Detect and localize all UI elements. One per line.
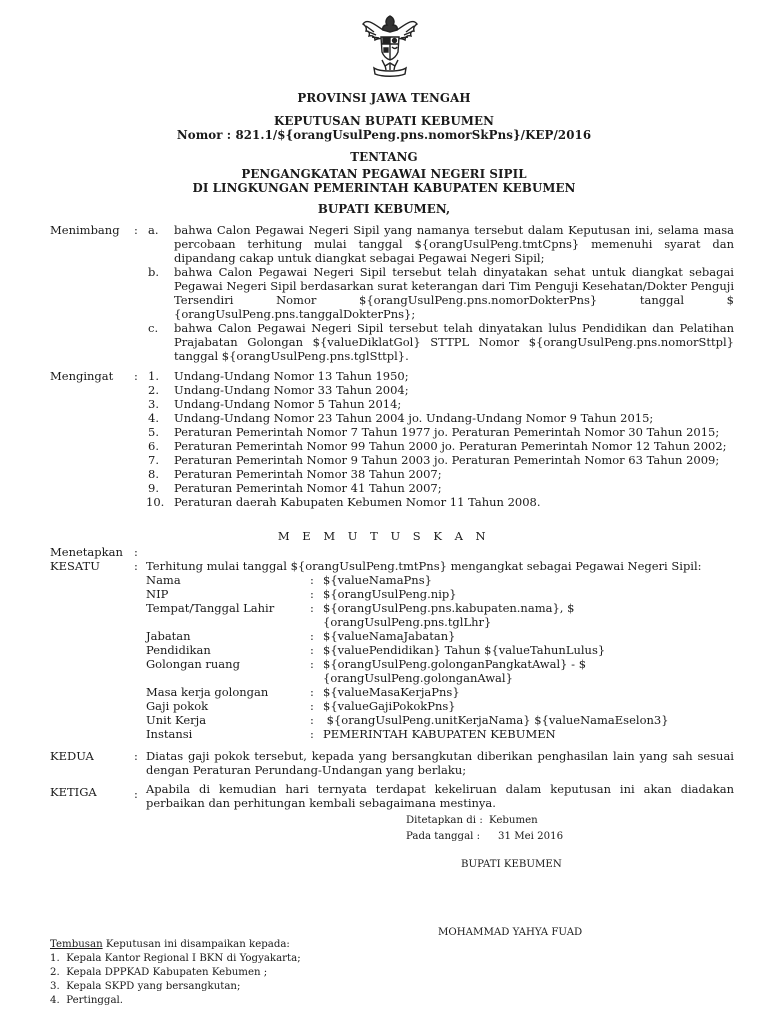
signatory-title: BUPATI KEBUMEN bbox=[461, 859, 562, 870]
decree-number: Nomor : 821.1/${orangUsulPeng.pns.nomorSkPns}/KEP/2016 bbox=[176, 128, 592, 142]
menimbang-section: Menimbang : bbox=[50, 223, 138, 237]
detail-row: Pendidikan : ${valuePendidikan} Tahun ${valueTahunLulus} bbox=[146, 643, 606, 657]
text-line: dengan Peraturan Perundang-Undangan yang berlaku; bbox=[146, 763, 467, 777]
list-item: 3. Undang-Undang Nomor 5 Tahun 2014; bbox=[148, 397, 402, 411]
kesatu-label: KESATU bbox=[50, 559, 100, 573]
place-label: Ditetapkan di : bbox=[406, 815, 483, 826]
text-line: perbaikan dan perhitungan kembali sebagaimana mestinya. bbox=[146, 796, 496, 810]
signatory-name: MOHAMMAD YAHYA FUAD bbox=[438, 927, 583, 938]
item-marker: a. bbox=[148, 223, 159, 237]
kesatu-section: KESATU : Terhitung mulai tanggal ${orangUsulPeng.tmtPns} mengangkat sebagai Pegawai Negeri Sipil: bbox=[50, 559, 702, 573]
menetapkan-label: Menetapkan bbox=[50, 545, 123, 559]
text-line: bahwa Calon Pegawai Negeri Sipil tersebut telah dinyatakan sehat untuk diangkat sebagai bbox=[174, 265, 734, 279]
tembusan-item: 3. Kepala SKPD yang bersangkutan; bbox=[50, 981, 241, 992]
garuda-emblem-icon bbox=[360, 10, 420, 80]
item-marker: b. bbox=[148, 265, 160, 279]
decree-title: KEPUTUSAN BUPATI KEBUMEN bbox=[274, 114, 494, 128]
text-line: Pegawai Negeri Sipil berdasarkan surat keterangan dari Tim Penguji Kesehatan/Dokter Penguji bbox=[174, 279, 734, 293]
tembusan-header: Tembusan Keputusan ini disampaikan kepada: bbox=[50, 939, 290, 950]
list-item: 2. Undang-Undang Nomor 33 Tahun 2004; bbox=[148, 383, 409, 397]
ketiga-label: KETIGA bbox=[50, 785, 97, 799]
kesatu-intro: Terhitung mulai tanggal ${orangUsulPeng.tmtPns} mengangkat sebagai Pegawai Negeri Sipil: bbox=[146, 559, 702, 573]
tembusan-item: 2. Kepala DPPKAD Kabupaten Kebumen ; bbox=[50, 967, 268, 978]
date-value: 31 Mei 2016 bbox=[498, 831, 564, 842]
list-item: 1. Undang-Undang Nomor 13 Tahun 1950; bbox=[148, 369, 409, 383]
menimbang-label: Menimbang bbox=[50, 223, 120, 237]
text-line: {orangUsulPeng.pns.tanggalDokterPns}; bbox=[174, 307, 416, 321]
detail-row: Instansi : PEMERINTAH KABUPATEN KEBUMEN bbox=[146, 727, 556, 741]
tembusan-heading: Tembusan bbox=[50, 939, 103, 950]
place-value: Kebumen bbox=[489, 815, 538, 826]
province-name: PROVINSI JAWA TENGAH bbox=[297, 91, 471, 105]
detail-row: Tempat/Tanggal Lahir : ${orangUsulPeng.pns.kabupaten.nama}, $ bbox=[146, 601, 575, 615]
text-line: Apabila di kemudian hari ternyata terdapat kekeliruan dalam keputusan ini akan diadakan bbox=[146, 782, 734, 796]
list-item: 9. Peraturan Pemerintah Nomor 41 Tahun 2007; bbox=[148, 481, 442, 495]
mengingat-label: Mengingat bbox=[50, 369, 114, 383]
detail-row: Golongan ruang : ${orangUsulPeng.golonganPangkatAwal} - $ bbox=[146, 657, 587, 671]
issuer-heading: BUPATI KEBUMEN, bbox=[317, 202, 451, 216]
text-line: tanggal ${orangUsulPeng.pns.tglSttpl}. bbox=[174, 349, 409, 363]
item-marker: c. bbox=[148, 321, 159, 335]
text-line: dipandang cakap untuk diangkat sebagai Pegawai Negeri Sipil; bbox=[174, 251, 545, 265]
detail-row: Nama : ${valueNamaPns} bbox=[146, 573, 432, 587]
ketiga-section: KETIGA : bbox=[50, 785, 138, 801]
memutuskan-heading: M E M U T U S K A N bbox=[277, 529, 491, 543]
text-line: Prajabatan Golongan ${valueDiklatGol} STTPL Nomor ${orangUsulPeng.pns.nomorSttpl} bbox=[174, 335, 734, 349]
list-item: 5. Peraturan Pemerintah Nomor 7 Tahun 1977 jo. Peraturan Pemerintah Nomor 30 Tahun 2015; bbox=[148, 425, 720, 439]
subject-line-1: PENGANGKATAN PEGAWAI NEGERI SIPIL bbox=[241, 167, 527, 181]
menetapkan-section: Menetapkan : bbox=[50, 545, 138, 559]
detail-row: Jabatan : ${valueNamaJabatan} bbox=[146, 629, 456, 643]
detail-row: NIP : ${orangUsulPeng.nip} bbox=[146, 587, 457, 601]
tembusan-item: 1. Kepala Kantor Regional I BKN di Yogyakarta; bbox=[50, 953, 301, 964]
subject-line-2: DI LINGKUNGAN PEMERINTAH KABUPATEN KEBUMEN bbox=[192, 181, 576, 195]
text-line: bahwa Calon Pegawai Negeri Sipil yang namanya tersebut dalam Keputusan ini, selama masa bbox=[174, 223, 734, 237]
text-line: bahwa Calon Pegawai Negeri Sipil tersebut telah dinyatakan lulus Pendidikan dan Pelatihan bbox=[174, 321, 734, 335]
detail-row: Gaji pokok : ${valueGajiPokokPns} bbox=[146, 699, 456, 713]
kedua-label: KEDUA bbox=[50, 749, 94, 763]
list-item: 10. Peraturan daerah Kabupaten Kebumen Nomor 11 Tahun 2008. bbox=[146, 495, 541, 509]
list-item: 4. Undang-Undang Nomor 23 Tahun 2004 jo. Undang-Undang Nomor 9 Tahun 2015; bbox=[148, 411, 654, 425]
detail-row: Unit Kerja : ${orangUsulPeng.unitKerjaNama} ${valueNamaEselon3} bbox=[146, 713, 669, 727]
list-item: 7. Peraturan Pemerintah Nomor 9 Tahun 2003 jo. Peraturan Pemerintah Nomor 63 Tahun 2009; bbox=[148, 453, 720, 467]
kedua-section: KEDUA : bbox=[50, 749, 138, 763]
text-line: Diatas gaji pokok tersebut, kepada yang bersangkutan diberikan penghasilan lain yang sah sesuai bbox=[146, 749, 734, 763]
detail-row-continued: {orangUsulPeng.pns.tglLhr} bbox=[323, 615, 492, 629]
list-item: 8. Peraturan Pemerintah Nomor 38 Tahun 2007; bbox=[148, 467, 442, 481]
list-item: 6. Peraturan Pemerintah Nomor 99 Tahun 2000 jo. Peraturan Pemerintah Nomor 12 Tahun 2002; bbox=[148, 439, 727, 453]
mengingat-section: Mengingat : bbox=[50, 369, 138, 383]
text-line: percobaan terhitung mulai tanggal ${orangUsulPeng.tmtCpns} memenuhi syarat dan bbox=[174, 237, 734, 251]
about-heading: TENTANG bbox=[350, 150, 418, 164]
date-label: Pada tanggal : bbox=[406, 831, 481, 842]
detail-row-continued: {orangUsulPeng.golonganAwal} bbox=[323, 671, 513, 685]
tembusan-item: 4. Pertinggal. bbox=[50, 995, 124, 1006]
detail-row: Masa kerja golongan : ${valueMasaKerjaPns} bbox=[146, 685, 460, 699]
text-line: Tersendiri Nomor ${orangUsulPeng.pns.nomorDokterPns} tanggal $ bbox=[174, 293, 734, 307]
